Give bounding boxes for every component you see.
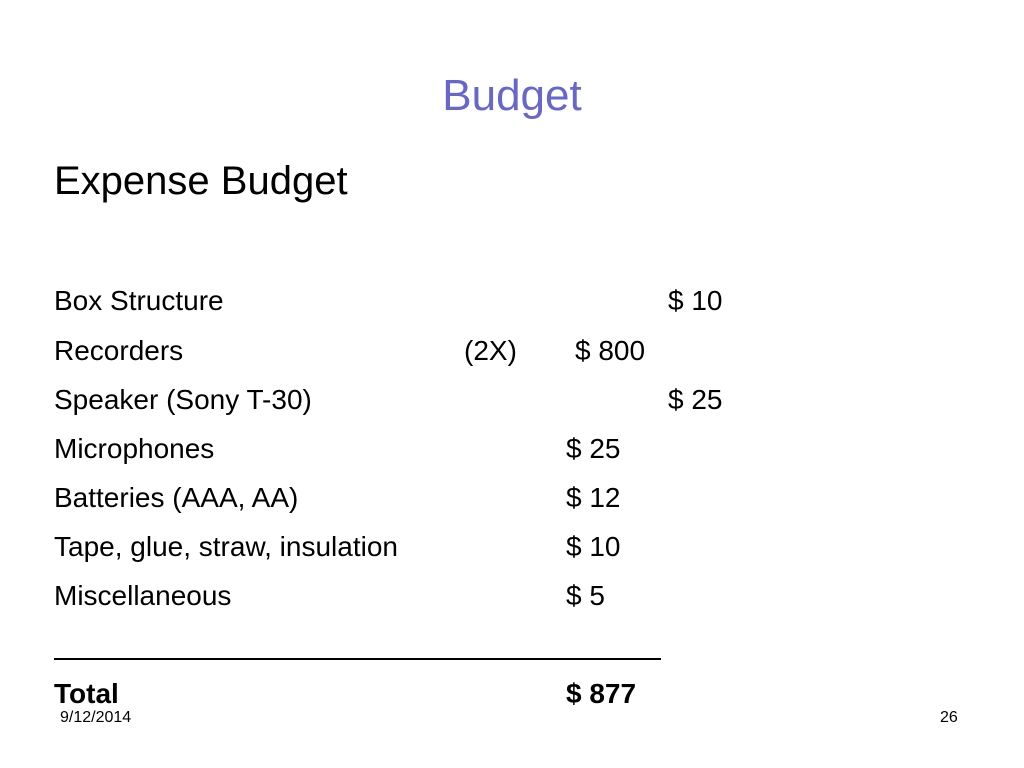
budget-row-microphones [54,429,854,469]
budget-row-speaker [54,380,854,420]
item-quantity: (2X) [464,335,517,366]
budget-row-tape-glue [54,527,854,567]
item-label: Microphones [54,433,215,464]
item-label: Speaker (Sony T-30) [54,384,312,415]
section-heading: Expense Budget [54,159,348,203]
total-divider [54,658,661,660]
page-number: 26 [940,709,958,726]
item-label: Box Structure [54,285,224,316]
item-label: Batteries (AAA, AA) [54,482,299,513]
item-label: Miscellaneous [54,580,232,611]
slide-title: Budget [442,71,582,120]
item-amount: $ 25 [566,433,621,464]
total-amount: $ 877 [566,678,637,709]
footer-date: 9/12/2014 [60,709,132,726]
budget-row-batteries [54,478,854,518]
item-amount: $ 10 [668,285,723,316]
budget-row-recorders [54,331,854,371]
item-amount: $ 12 [566,482,621,513]
budget-total-row [54,674,854,714]
item-amount: $ 10 [566,531,621,562]
total-label: Total [54,678,119,709]
item-amount: $ 5 [566,580,605,611]
item-label: Recorders [54,335,184,366]
item-amount: $ 25 [668,384,723,415]
budget-row-miscellaneous [54,576,854,616]
budget-row-box-structure [54,281,854,321]
item-label: Tape, glue, straw, insulation [54,531,398,562]
item-amount: $ 800 [575,335,646,366]
